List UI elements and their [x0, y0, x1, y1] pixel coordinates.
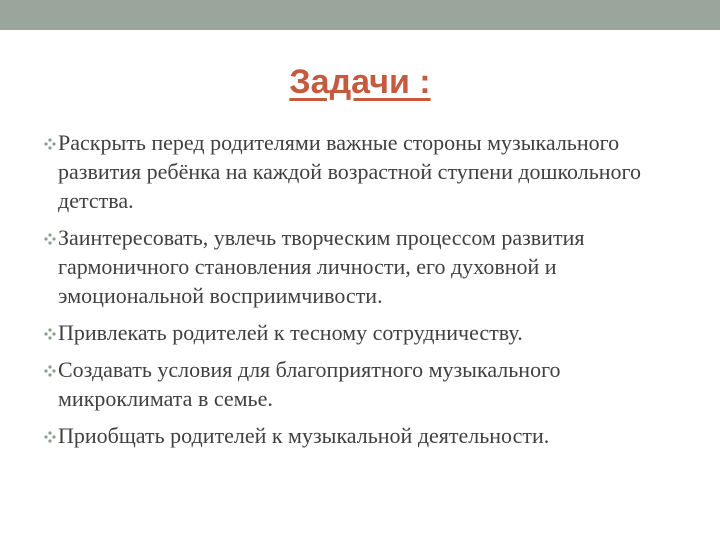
bullet-text: Раскрыть перед родителями важные стороны музыкального развития ребёнка на каждой возрастной ступени дошкольного детства. [58, 130, 642, 213]
bullet-text: Заинтересовать, увлечь творческим процессом развития гармоничного становления личности, его духовной и эмоциональной восприимчивости. [58, 225, 585, 308]
slide-title: Задачи : [289, 63, 431, 101]
list-item [44, 355, 684, 413]
list-item [44, 421, 684, 450]
list-item [44, 128, 684, 215]
list-item [44, 223, 684, 310]
diamond-dots-icon [44, 233, 56, 245]
diamond-dots-icon [44, 365, 56, 377]
diamond-dots-icon [44, 328, 56, 340]
bullet-list [44, 128, 684, 458]
top-decorative-band [0, 0, 720, 30]
diamond-dots-icon [44, 431, 56, 443]
diamond-dots-icon [44, 138, 56, 150]
bullet-text: Привлекать родителей к тесному сотрудничеству. [58, 320, 523, 345]
bullet-text: Создавать условия для благоприятного музыкального микроклимата в семье. [58, 357, 561, 411]
list-item [44, 318, 684, 347]
bullet-text: Приобщать родителей к музыкальной деятельности. [58, 423, 550, 448]
